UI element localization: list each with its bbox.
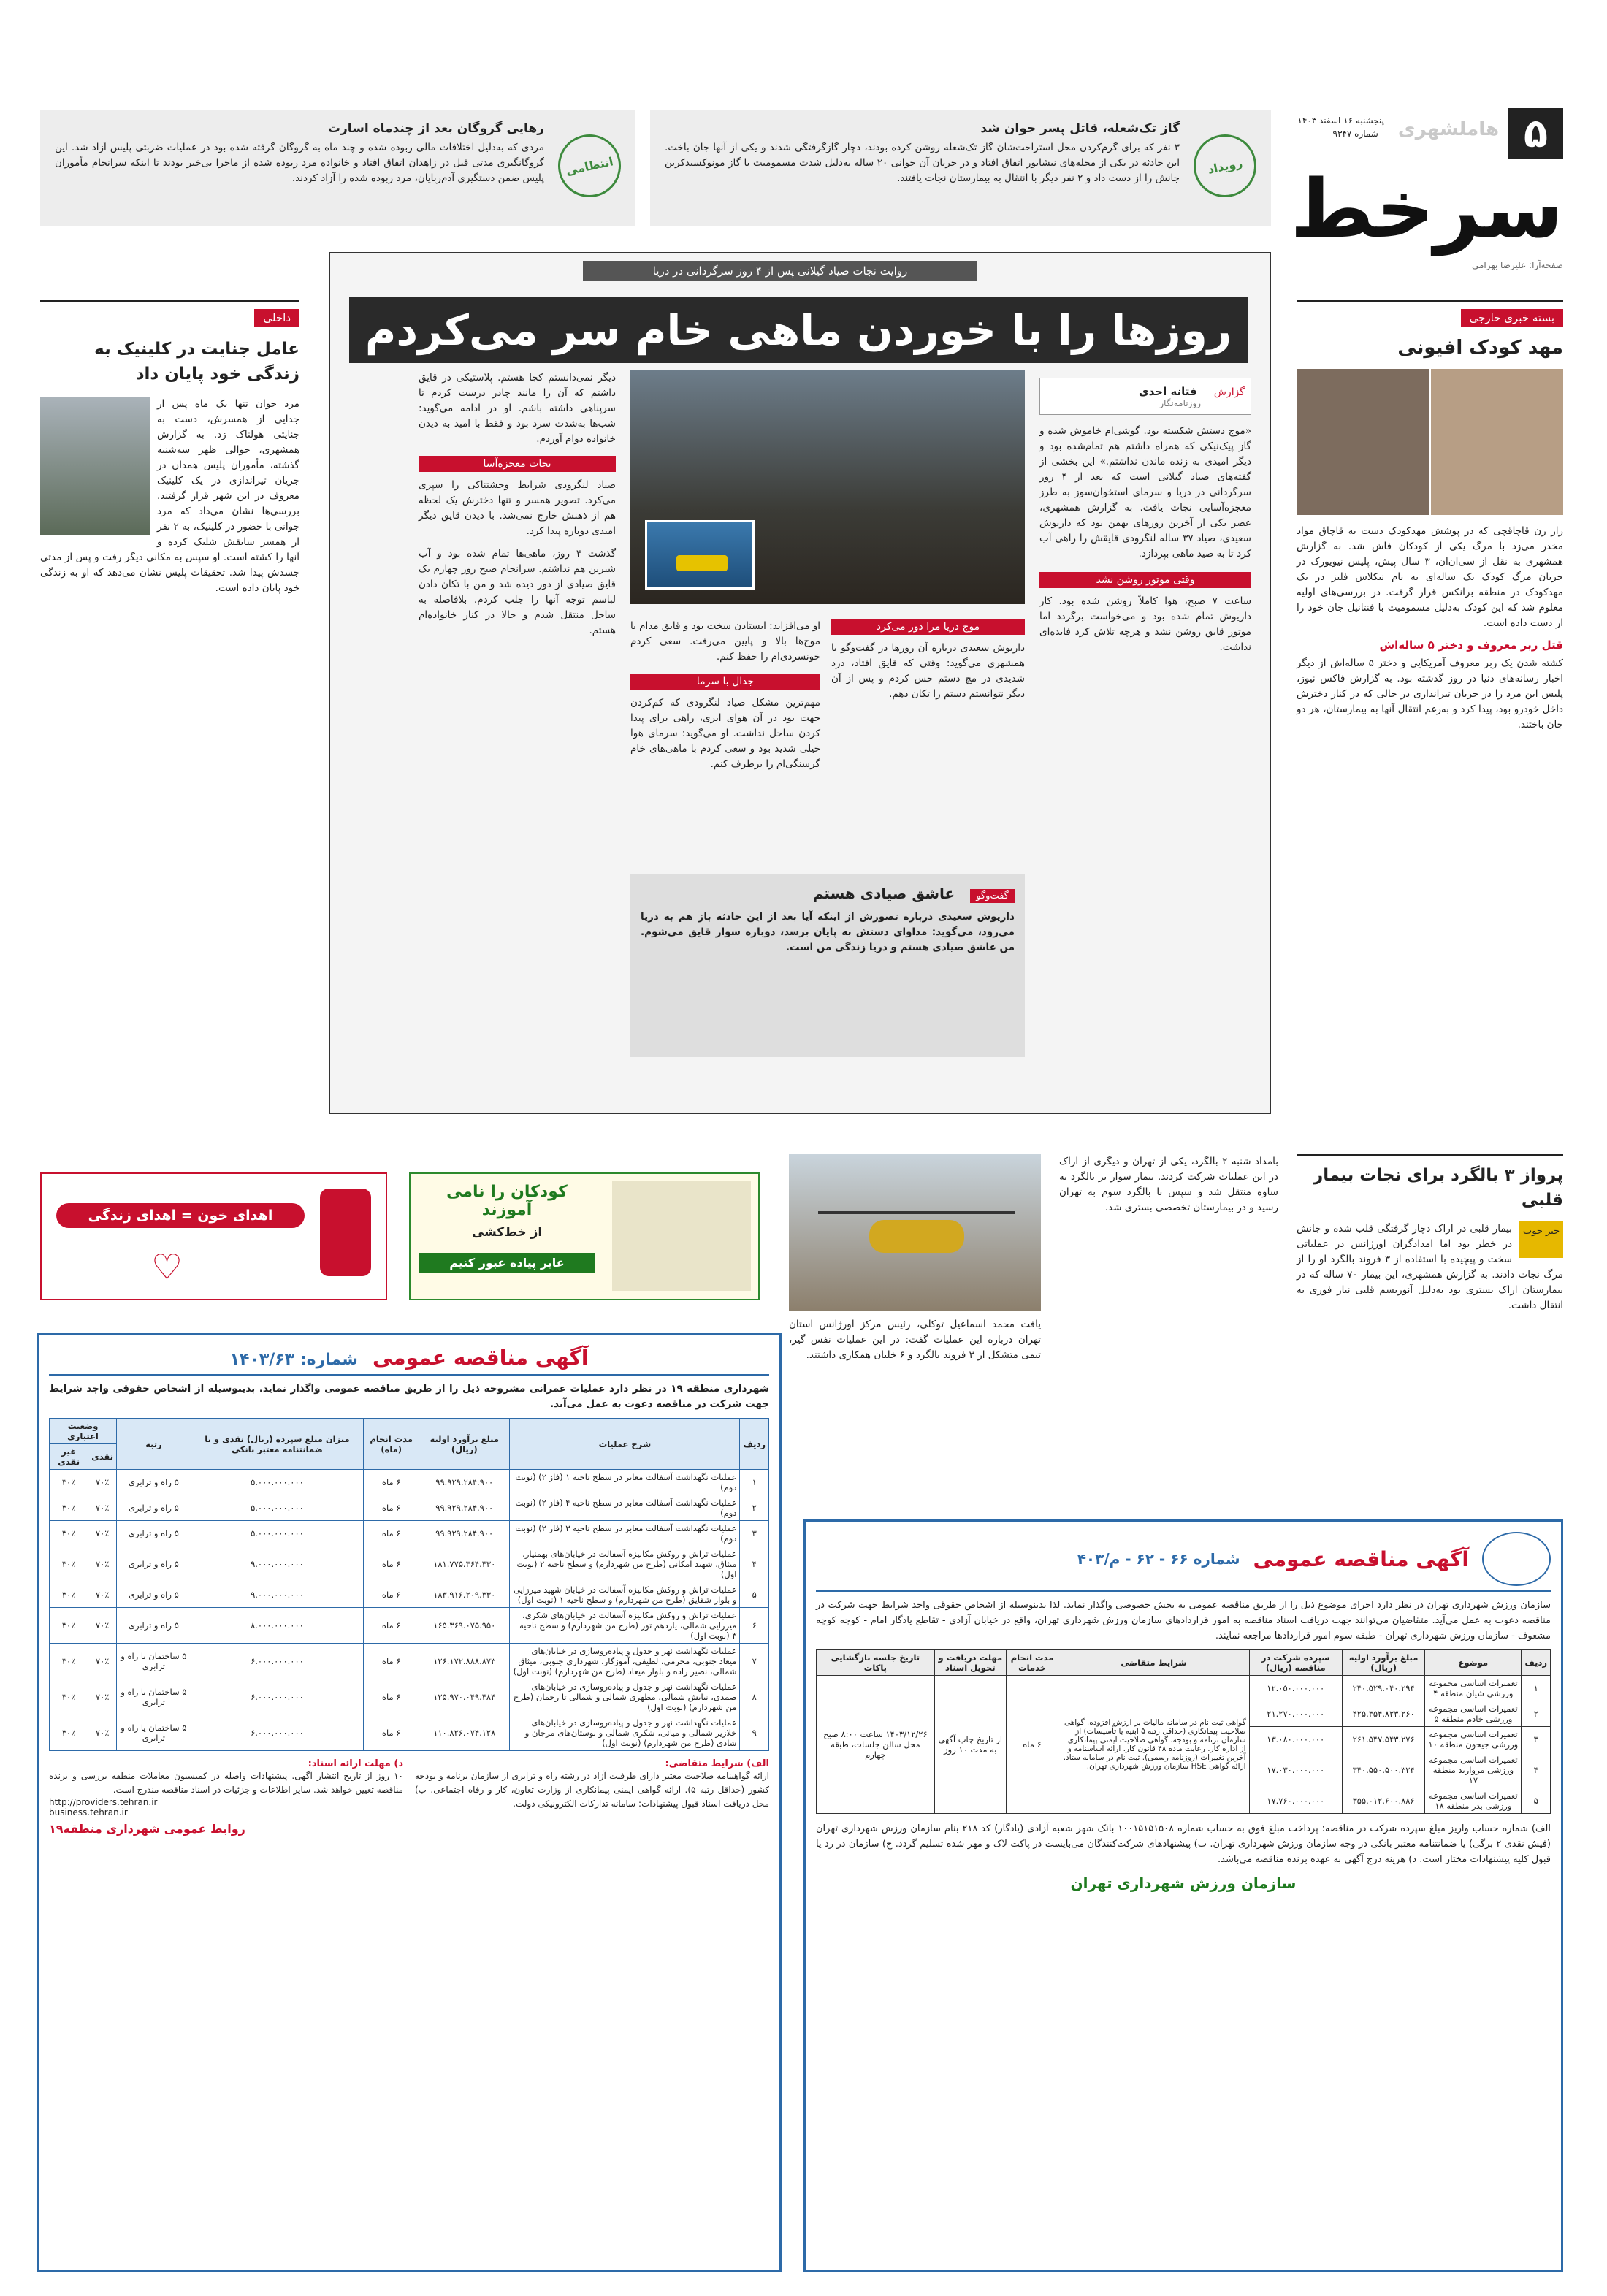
table-cell: ۷ [740, 1644, 769, 1679]
table-cell: عملیات نگهداشت آسفالت معابر در سطح ناحیه ۴ (فاز ۲) (نوبت دوم) [510, 1495, 740, 1521]
table-cell: ۱۴۰۳/۱۲/۲۶ ساعت ۸:۰۰ صبح محل سالن جلسات، طبقه چهارم [817, 1676, 935, 1814]
table-cell: ۷۰٪ [88, 1521, 117, 1546]
tender1-intro: شهرداری منطقه ۱۹ در نظر دارد عملیات عمرانی مشروحه ذیل را از طریق مناقصه عمومی واگذار نماید. بدینوسیله از اشخاص حقوقی واجد شرایط جهت شرکت در مناقصه دعوت به عمل می‌آید. [49, 1383, 770, 1410]
tender2-signature: سازمان ورزش شهرداری تهران [1070, 1874, 1297, 1892]
table-cell: ۶.۰۰۰.۰۰۰.۰۰۰ [191, 1715, 363, 1751]
table-cell: ۱۷.۰۳۰.۰۰۰.۰۰۰ [1249, 1752, 1342, 1788]
page-number: ۵ [1508, 108, 1563, 159]
table-cell: ۹ [740, 1715, 769, 1751]
t1-h4: میزان مبلغ سپرده (ریال) نقدی و یا ضمانتنامه معتبر بانکی [191, 1419, 363, 1470]
table-row [50, 1644, 769, 1679]
table-cell: ۳ [740, 1521, 769, 1546]
table-cell: ۵ ساختمان یا راه و ترابری [117, 1679, 191, 1715]
tender1-url1[interactable]: http://providers.tehran.ir [49, 1797, 158, 1807]
table-cell: ۵ [1522, 1788, 1551, 1814]
table-cell: ۱۲۶.۱۷۲.۸۸۸.۸۷۳ [419, 1644, 510, 1679]
tender2-notes: الف) شماره حساب واریز مبلغ سپرده شرکت در مناقصه: پرداخت مبلغ فوق به حساب شماره ۱۰۰۱۵۱۵۱۵۰۸ بانک شهر شعبه آزادی (یادگار) کد ۲۱۸ بنام سازمان ورزش شهرداری تهران (فیش نقدی ۲ برگی) یا ضمانتنامه معتبر بانکی در وجه سازمان ورزش شهرداری تهران. ب) پیشنهادهای شرکت‌کنندگان می‌بایست در پاکت لاک و مهر شده تسلیم گردد. ج) سازمان در رد یا قبول کلیه پیشنهادات مختار است. د) هزینه درج آگهی به عهده برنده مناقصه می‌باشد. [816, 1823, 1551, 1865]
domestic-news [40, 300, 299, 1140]
sports-org-logo [1482, 1532, 1551, 1586]
t1-h0: ردیف [740, 1419, 769, 1470]
foreign-body-2: کشته شدن یک ربر معروف آمریکایی و دختر ۵ ساله‌اش از دیگر اخبار رسانه‌های دنیا در روز گذشته بود. به گزارش فاکس نیوز، پلیس این مرد را در جریان تیراندازی در حالی که در کنار دخترش داخل خودرو بود، پیدا کرد و به‌رغم انتقال آنها به بیمارستان، هر دو جان باختند. [1297, 657, 1563, 731]
author-role: روزنامه‌نگار [1159, 398, 1201, 408]
foreign-title: مهد کودک افیونی [1397, 337, 1563, 359]
table-cell: ۲۶۱.۵۴۷.۵۴۳.۲۷۶ [1342, 1727, 1424, 1752]
tender-1 [37, 1333, 782, 2272]
table-cell: ۲۱.۲۷۰.۰۰۰.۰۰۰ [1249, 1701, 1342, 1727]
table-cell: ۵ ساختمان یا راه و ترابری [117, 1715, 191, 1751]
report-label: گزارش [1213, 386, 1245, 398]
table-cell: ۶ ماه [364, 1715, 419, 1751]
table-cell: ۳۰٪ [50, 1546, 88, 1582]
foreign-sub: قتل ربر معروف و دختر ۵ ساله‌اش [1379, 638, 1563, 652]
table-cell: ۲۴۰.۵۲۹.۰۴۰.۲۹۴ [1342, 1676, 1424, 1701]
table-cell: ۵ راه و ترابری [117, 1521, 191, 1546]
table-row [817, 1676, 1551, 1701]
table-cell: ۶ ماه [364, 1546, 419, 1582]
feature-col3-section: نجات معجزه‌آسا [419, 456, 616, 472]
kids-illustration [612, 1181, 751, 1291]
table-row [50, 1470, 769, 1495]
brief-accident [650, 110, 1271, 226]
feature-headline: روزها را با خوردن ماهی خام سر می‌کردم [349, 297, 1248, 363]
tender1-foot-a: ارائه گواهینامه صلاحیت معتبر دارای ظرفیت آزاد در رشته راه و ترابری از سازمان برنامه و بودجه کشور (حداقل رتبه ۵). ارائه گواهی ایمنی پیمانکاری از وزارت تعاون، کار و رفاه اجتماعی. ب) محل دریافت اسناد قبول پیشنهادات: سامانه تدارکات الکترونیکی دولت. [415, 1771, 769, 1809]
feature-col2-body2: مهم‌ترین مشکل صیاد لنگرودی که کم‌کردن جهت بود در آن هوای ابری، راهی برای پیدا کردن ساحل نداشت. او می‌گوید: سرمای هوا خیلی شدید بود و سعی کردم با ماهی‌های خام گرسنگی‌ام را برطرف کنم. [630, 697, 820, 770]
blood-ad-text: اهدای خون = اهدای زندگی [56, 1203, 305, 1228]
t1-h7: غیر نقدی [50, 1444, 88, 1470]
table-cell: ۶ ماه [1006, 1676, 1058, 1814]
t1-hstatus: وضعیت اعتباری [50, 1419, 117, 1444]
feature-col1-section: وقتی موتور روشن نشد [1039, 572, 1251, 588]
table-cell: ۳۴۰.۵۵۰.۵۰۰.۳۲۴ [1342, 1752, 1424, 1788]
table-cell: ۵ راه و ترابری [117, 1608, 191, 1644]
table-cell: ۳۵۵.۰۱۲.۶۰۰.۸۸۶ [1342, 1788, 1424, 1814]
tender-2 [804, 1519, 1563, 2272]
kids-ad-sub1: از خط‌کشی [471, 1225, 543, 1240]
table-cell: ۹۹.۹۲۹.۲۸۴.۹۰۰ [419, 1521, 510, 1546]
tender2-intro: سازمان ورزش شهرداری تهران در نظر دارد اجرای موضوع ذیل را از طریق مناقصه عمومی به بخش خصوصی واگذار نماید. لذا بدینوسیله از اشخاص حقوقی واجد شرایط جهت شرکت در مناقصه دعوت به عمل می‌آید. متقاضیان می‌توانند جهت دریافت اسناد مناقصه به امور قراردادهای سازمان ورزش شهرداری تهران، واقع در خیابان آزادی - تقاطع یادگار امام - کوچه کوچه مشعوف - سازمان ورزش شهرداری تهران - طبقه سوم امور قراردادها مراجعه نمایند. [816, 1600, 1551, 1641]
badge-police: انتظامی [552, 129, 627, 203]
table-cell: ۵ راه و ترابری [117, 1495, 191, 1521]
boat-inset-photo [645, 520, 755, 590]
masthead [1290, 108, 1563, 270]
table-cell: ۳۰٪ [50, 1521, 88, 1546]
tender1-url2[interactable]: business.tehran.ir [49, 1807, 128, 1818]
table-cell: ۶ [740, 1608, 769, 1644]
feature-story [329, 252, 1271, 1114]
heli-caption: یافت محمد اسماعیل توکلی، رئیس مرکز اورژانس استان تهران درباره این عملیات گفت: در این عملیات نفس گیر، تیمی متشکل از ۳ فروند بالگرد و ۶ خلبان همکاری داشتند. [789, 1319, 1041, 1361]
table-header: موضوع [1425, 1650, 1522, 1676]
table-cell: ۹۹.۹۲۹.۲۸۴.۹۰۰ [419, 1470, 510, 1495]
table-header: سپرده شرکت در مناقصه (ریال) [1249, 1650, 1342, 1676]
kids-ad-title: کودکان را نامی آموزند [446, 1183, 568, 1219]
table-cell: ۷۰٪ [88, 1470, 117, 1495]
editor-line: صفحه‌آرا: علیرضا بهرامی [1471, 260, 1563, 270]
table-cell: ۶ ماه [364, 1521, 419, 1546]
brief-accident-title: گاز تک‌شعله، قاتل پسر جوان شد [980, 121, 1180, 136]
feature-col4-body: دیگر نمی‌دانستم کجا هستم. پلاستیکی در قایق داشتم که آن را مانند چادر درست کردم تا سرپناهی داشته باشم. او در ادامه می‌گوید: شب‌ها به‌شدت سرد بود و فقط با امید به دیدن خانواده دوام آوردم. [419, 372, 616, 445]
feature-kicker: روایت نجات صیاد گیلانی پس از ۴ روز سرگردانی در دریا [583, 261, 977, 281]
table-header: ردیف [1522, 1650, 1551, 1676]
quote-body: داریوش سعیدی درباره تصورش از اینکه آیا بعد از این حادثه باز هم به دریا می‌رود، می‌گوید: مداوای دستش به پایان برسد، دوباره سوار قایق می‌شوم. من عاشق صیادی هستم و دریا زندگی من است. [641, 911, 1015, 953]
table-header: مبلغ برآورد اولیه (ریال) [1342, 1650, 1424, 1676]
tender2-table [816, 1649, 1551, 1814]
table-cell: گواهی ثبت نام در سامانه مالیات بر ارزش افزوده. گواهی صلاحیت پیمانکاری (حداقل رتبه ۵ ابنیه یا تأسیسات) از سازمان برنامه و بودجه. گواهی صلاحیت ایمنی پیمانکاری از اداره کار. رعایت ماده ۴۸ قانون کار. ارائه اساسنامه و آخرین تغییرات (روزنامه رسمی). ثبت نام در سامانه ستاد. ارائه گواهی HSE سازمان ورزش شهرداری تهران. [1058, 1676, 1249, 1814]
author-name: فتانه احدی [1138, 385, 1197, 398]
table-cell: ۳۰٪ [50, 1679, 88, 1715]
table-cell: ۱۸۱.۷۷۵.۳۶۴.۴۳۰ [419, 1546, 510, 1582]
heli-label: خبر خوب [1519, 1221, 1563, 1258]
table-cell: تعمیرات اساسی مجموعه ورزشی خادم منطقه ۵ [1425, 1701, 1522, 1727]
feature-col2-section: موج دریا مرا دور می‌کرد [831, 619, 1025, 635]
tender2-number: شماره ۶۶ - ۶۲ - م/۴۰۳ [1077, 1550, 1240, 1568]
mugshot-photo [1297, 369, 1563, 515]
domestic-title: عامل جنایت در کلینیک به زندگی خود پایان داد [94, 340, 299, 384]
brief-hostage [40, 110, 635, 226]
table-cell: ۴ [740, 1546, 769, 1582]
table-cell: ۳۰٪ [50, 1470, 88, 1495]
table-cell: ۳۰٪ [50, 1582, 88, 1608]
tender2-title: آگهی مناقصه عمومی [1253, 1546, 1469, 1571]
table-cell: ۵.۰۰۰.۰۰۰.۰۰۰ [191, 1521, 363, 1546]
blood-ad [40, 1172, 387, 1300]
foreign-tag: بسته خبری خارجی [1461, 309, 1563, 327]
kids-ad-sub2: عابر پیاده عبور کنیم [419, 1253, 595, 1273]
table-row [50, 1608, 769, 1644]
table-row [50, 1546, 769, 1582]
table-cell: ۷۰٪ [88, 1679, 117, 1715]
table-header: مدت انجام خدمات [1006, 1650, 1058, 1676]
quote-box [630, 874, 1025, 1057]
table-cell: ۸ [740, 1679, 769, 1715]
table-cell: ۷۰٪ [88, 1546, 117, 1582]
table-cell: ۱۷.۷۶۰.۰۰۰.۰۰۰ [1249, 1788, 1342, 1814]
table-cell: ۱ [1522, 1676, 1551, 1701]
table-cell: ۵ ساختمان یا راه و ترابری [117, 1644, 191, 1679]
issue-line: پنجشنبه ۱۶ اسفند ۱۴۰۳ - شماره ۹۳۴۷ [1297, 115, 1384, 139]
feature-col1-intro: «موج دستش شکسته بود. گوشی‌ام خاموش شده و گاز پیک‌نیکی که همراه داشتم هم تمام‌شده بود و دیگر امیدی به زنده ماندن نداشتم.» این بخشی از گفته‌های صیاد گیلانی است که بعد از ۴ روز سرگردانی در دریا و سرمای استخوان‌سوز به طرز معجزه‌آسایی نجات یافت. به گزارش همشهری، عصر یکی از آخرین روزهای بهمن بود که داریوش سعیدی، صیاد ۳۷ ساله لنگرودی قایقش را راهی آب کرد تا به صید ماهی بپردازد. [1039, 425, 1251, 560]
heli-body: بیمار قلبی در اراک دچار گرفتگی قلب شده و جانش در خطر بود اما امدادگران اورژانس در عملیاتی سخت و پیچیده با استفاده از ۳ فروند بالگرد او را از مرگ نجات دادند. به گزارش همشهری، این بیمار ۷۰ ساله که در بیمارستان اراک بستری بود به‌دلیل آنوریسم قلبی نیاز فوری به انتقال داشت. [1297, 1223, 1563, 1311]
table-cell: عملیات نگهداشت نهر و جدول و پیاده‌روسازی در خیابان‌های میعاد جنوبی، محرمی، لطیفی، آموزگار، شهرداری جنوبی، میثاق شمالی، نصیر زاده و بلوار میعاد (طرح من شهردارم) (نوبت اول) [510, 1644, 740, 1679]
table-cell: ۱۶۵.۳۶۹.۰۷۵.۹۵۰ [419, 1608, 510, 1644]
logo: سرخط [1290, 162, 1563, 256]
table-cell: ۶ ماه [364, 1644, 419, 1679]
table-cell: ۹.۰۰۰.۰۰۰.۰۰۰ [191, 1582, 363, 1608]
table-cell: ۷۰٪ [88, 1582, 117, 1608]
table-cell: ۵ [740, 1582, 769, 1608]
table-row [50, 1495, 769, 1521]
table-cell: ۶ ماه [364, 1582, 419, 1608]
table-cell: تعمیرات اساسی مجموعه ورزشی مروارید منطقه ۱۷ [1425, 1752, 1522, 1788]
table-cell: تعمیرات اساسی مجموعه ورزشی بدر منطقه ۱۸ [1425, 1788, 1522, 1814]
table-cell: ۱۱۰.۸۲۶.۰۷۴.۱۲۸ [419, 1715, 510, 1751]
table-cell: ۷۰٪ [88, 1644, 117, 1679]
table-cell: ۱۸۳.۹۱۶.۲۰۹.۳۳۰ [419, 1582, 510, 1608]
kids-ad [409, 1172, 760, 1300]
brief-hostage-body: مردی که به‌دلیل اختلافات مالی ربوده شده و چند ماه به گروگان گرفته شده بود در عملیات ضربتی پلیس آزاد شد. این گروگانگیری مدتی قبل در زاهدان اتفاق افتاد و خانواده مرد ربوده شده از ماجرا بی‌خبر بودند تا اینکه سرانجام مأموران پلیس ضمن دستگیری آدم‌ربایان، مرد ربوده شده را آزاد کردند. [55, 142, 544, 184]
table-cell: ۳ [1522, 1727, 1551, 1752]
table-cell: ۳۰٪ [50, 1644, 88, 1679]
tender1-signature: روابط عمومی شهرداری منطقه۱۹ [49, 1822, 245, 1836]
t1-h3: مدت انجام (ماه) [364, 1419, 419, 1470]
domestic-body: مرد جوان تنها یک ماه پس از جدایی از همسرش، دست به جنایتی هولناک زد. به گزارش همشهری، حوالی ظهر سه‌شنبه گذشته، مأموران پلیس همدان در جریان تیراندازی در یک کلینیک معروف در این شهر قرار گرفتند. بررسی‌ها نشان می‌داد که مرد جوانی با حضور در کلینیک، به ۲ نفر از همسر سابقش شلیک کرده و آنها را کشته است. او سپس به مکانی دیگر رفت و پس از مدتی جسدش پیدا شد. تحقیقات پلیس نشان می‌دهد که او به زندگی خود پایان داده است. [40, 398, 300, 594]
heart-icon: ♡ [151, 1247, 183, 1288]
tender1-title: آگهی مناقصه عمومی [372, 1346, 589, 1370]
tender1-table [49, 1418, 769, 1751]
table-cell: ۱ [740, 1470, 769, 1495]
foreign-news [1297, 300, 1563, 1140]
brief-hostage-title: رهایی گروگان بعد از چندماه اسارت [327, 121, 544, 136]
quote-label: گفت‌وگو [970, 889, 1015, 903]
tender1-foot-a-title: الف) شرایط متقاضی: [665, 1758, 769, 1769]
table-cell: ۶.۰۰۰.۰۰۰.۰۰۰ [191, 1679, 363, 1715]
feature-col4-body2: گذشت ۴ روز، ماهی‌ها تمام شده بود و آب شیرین هم نداشتم. سرانجام صبح روز چهارم یک قایق صیادی از دور دیده شد و من با تکان دادن لباسم توجه آنها را جلب کردم. بلافاصله به ساحل منتقل شدم و حالا در کنار خانواده‌ام هستم. [419, 548, 616, 636]
table-cell: ۷۰٪ [88, 1495, 117, 1521]
helicopter-photo [789, 1154, 1041, 1311]
table-cell: عملیات نگهداشت نهر و جدول و پیاده‌روسازی در خیابان‌های صمدی، نیایش شمالی، مطهری شمالی و شمالی تا رحمان (طرح من شهردارم) (نوبت اول) [510, 1679, 740, 1715]
table-cell: ۸.۰۰۰.۰۰۰.۰۰۰ [191, 1608, 363, 1644]
table-header: شرایط متقاضی [1058, 1650, 1249, 1676]
feature-col1-body2: ساعت ۷ صبح، هوا کاملاً روشن شده بود. کار داریوش تمام شده بود و می‌خواست برگردد اما موتور قایق روشن نشد و هرچه تلاش کرد فایده‌ای نداشت. [1039, 595, 1252, 653]
table-cell: ۳۰٪ [50, 1608, 88, 1644]
logo-sub: هاملشهری [1397, 118, 1499, 140]
table-cell: ۵.۰۰۰.۰۰۰.۰۰۰ [191, 1495, 363, 1521]
table-cell: تعمیرات اساسی مجموعه ورزشی شیان منطقه ۴ [1425, 1676, 1522, 1701]
t1-h2: مبلغ برآورد اولیه (ریال) [419, 1419, 510, 1470]
heli-body2: بامداد شنبه ۲ بالگرد، یکی از تهران و دیگری از اراک در این عملیات شرکت کردند. بیمار سوار بر بالگرد به ساوه منتقل شد و سپس با بالگرد سوم به تهران رسید و در بیمارستان تخصصی بستری شد. [1059, 1156, 1278, 1213]
table-cell: عملیات تراش و روکش مکانیزه آسفالت در خیابان شهید میرزایی و بلوار شقایق (طرح من شهردارم) و سطح ناحیه ۱ (نوبت اول) [510, 1582, 740, 1608]
table-row [50, 1521, 769, 1546]
table-cell: ۱۲.۰۵۰.۰۰۰.۰۰۰ [1249, 1676, 1342, 1701]
police-photo [40, 397, 150, 535]
table-cell: ۱۳.۰۸۰.۰۰۰.۰۰۰ [1249, 1727, 1342, 1752]
feature-col2-section2: جدال با سرما [630, 674, 820, 690]
domestic-tag: داخلی [254, 309, 299, 327]
table-cell: ۵.۰۰۰.۰۰۰.۰۰۰ [191, 1470, 363, 1495]
table-cell: ۶ ماه [364, 1470, 419, 1495]
quote-title: عاشق صیادی هستم [812, 885, 955, 902]
tender1-number: شماره: ۱۴۰۳/۶۳ [229, 1351, 358, 1369]
badge-accident: رویداد [1188, 129, 1262, 203]
table-row [50, 1582, 769, 1608]
table-cell: ۷۰٪ [88, 1608, 117, 1644]
table-cell: ۳۰٪ [50, 1495, 88, 1521]
foreign-body-1: راز زن قاچاقچی که در پوشش مهدکودک دست به قاچاق مواد مخدر می‌زد با مرگ یکی از کودکان فاش شد. به گزارش همشهری به نقل از سی‌ان‌ان، ۳ سال پیش، پلیس نیویورک در جریان مرگ کودک یک ساله‌ای به نام نیکلاس فلیز در یک مهدکودک در منطقه برانکس قرار گرفت. در بررسی‌های اولیه معلوم شد که این کودک به‌دلیل مسمومیت با فنتانیل جان خود را از دست داده است. [1297, 525, 1563, 629]
feature-col3-body2: صیاد لنگرودی شرایط وحشتناکی را سپری می‌کرد. تصویر همسر و تنها دخترش یک لحظه هم از ذهنش خارج نمی‌شد. با دیدن قایق دیگر امیدی دوباره پیدا کرد. [419, 479, 616, 537]
brief-accident-body: ۳ نفر که برای گرم‌کردن محل استراحت‌شان گاز تک‌شعله روشن کرده بودند، دچار گازگرفتگی شدند و یکی از آنها جان باخت. این حادثه در یکی از محله‌های نیشابور اتفاق افتاد و در جریان آن جوانی ۲۰ ساله به‌دلیل شدت مسمومیت با گاز مونوکسیدکربن جانش را از دست داد و ۲ نفر دیگر با انتقال به بیمارستان نجات یافتند. [665, 142, 1180, 184]
table-cell: ۷۰٪ [88, 1715, 117, 1751]
table-header: تاریخ جلسه بازگشایی پاکات [817, 1650, 935, 1676]
table-cell: ۱۲۵.۹۷۰.۰۴۹.۴۸۴ [419, 1679, 510, 1715]
fisherman-photo [630, 370, 1025, 604]
table-cell: عملیات نگهداشت آسفالت معابر در سطح ناحیه ۳ (فاز ۲) (نوبت دوم) [510, 1521, 740, 1546]
blood-bag-icon [320, 1189, 371, 1276]
table-cell: ۶ ماه [364, 1679, 419, 1715]
feature-col2-body: داریوش سعیدی درباره آن روزها در گفت‌وگو با همشهری می‌گوید: وقتی که قایق افتاد، درد شدیدی در مچ دستم حس کردم و پس از آن دیگر نتوانستم دستم را تکان دهم. [831, 642, 1025, 700]
table-cell: ۵ راه و ترابری [117, 1470, 191, 1495]
t1-h6: نقدی [88, 1444, 117, 1470]
heli-title: پرواز ۳ بالگرد برای نجات بیمار قلبی [1313, 1166, 1563, 1210]
table-cell: ۵ راه و ترابری [117, 1546, 191, 1582]
table-cell: ۵ راه و ترابری [117, 1582, 191, 1608]
table-cell: ۲ [1522, 1701, 1551, 1727]
table-cell: عملیات نگهداشت نهر و جدول و پیاده‌روسازی در خیابان‌های خلازیر شمالی و میانی، شکری شمالی و بوستان‌های مرجان و شادی (طرح من شهردارم) (نوبت اول) [510, 1715, 740, 1751]
helicopter-news [789, 1154, 1563, 1527]
table-cell: ۶.۰۰۰.۰۰۰.۰۰۰ [191, 1644, 363, 1679]
table-row [50, 1679, 769, 1715]
table-cell: عملیات تراش و روکش مکانیزه آسفالت در خیابان‌های بهمنیار، میثاق، شهید امکانی (طرح من شهردارم) و سطح ناحیه ۲ (نوبت اول) [510, 1546, 740, 1582]
table-cell: ۲ [740, 1495, 769, 1521]
t1-h1: شرح عملیات [510, 1419, 740, 1470]
table-cell: ۴۲۵.۳۵۴.۸۲۳.۲۶۰ [1342, 1701, 1424, 1727]
table-row [50, 1715, 769, 1751]
table-cell: عملیات تراش و روکش مکانیزه آسفالت در خیابان‌های شکری، میرزایی شمالی، یازدهم تور (طرح من شهردارم) و سطح ناحیه ۳ (نوبت اول) [510, 1608, 740, 1644]
table-cell: تعمیرات اساسی مجموعه ورزشی جیحون منطقه ۱۰ [1425, 1727, 1522, 1752]
table-cell: عملیات نگهداشت آسفالت معابر در سطح ناحیه ۱ (فاز ۲) (نوبت دوم) [510, 1470, 740, 1495]
tender1-foot-d-title: د) مهلت ارائه اسناد: [308, 1758, 403, 1769]
table-cell: ۹.۰۰۰.۰۰۰.۰۰۰ [191, 1546, 363, 1582]
table-cell: ۶ ماه [364, 1608, 419, 1644]
table-cell: از تاریخ چاپ آگهی به مدت ۱۰ روز [934, 1676, 1006, 1814]
tender1-foot-d: ۱۰ روز از تاریخ انتشار آگهی. پیشنهادات واصله در کمیسیون معاملات منطقه بررسی و برنده مناقصه تعیین خواهد شد. سایر اطلاعات و جزئیات در اسناد مناقصه مندرج است. [49, 1771, 403, 1795]
feature-col3-body: او می‌افزاید: ایستادن سخت بود و قایق مدام با موج‌ها بالا و پایین می‌رفت. سعی کردم خونسردی‌ام را حفظ کنم. [630, 620, 820, 663]
table-cell: ۶ ماه [364, 1495, 419, 1521]
table-header: مهلت دریافت و تحویل اسناد [934, 1650, 1006, 1676]
t1-h5: رتبه [117, 1419, 191, 1470]
table-cell: ۹۹.۹۲۹.۲۸۴.۹۰۰ [419, 1495, 510, 1521]
table-cell: ۳۰٪ [50, 1715, 88, 1751]
table-cell: ۴ [1522, 1752, 1551, 1788]
